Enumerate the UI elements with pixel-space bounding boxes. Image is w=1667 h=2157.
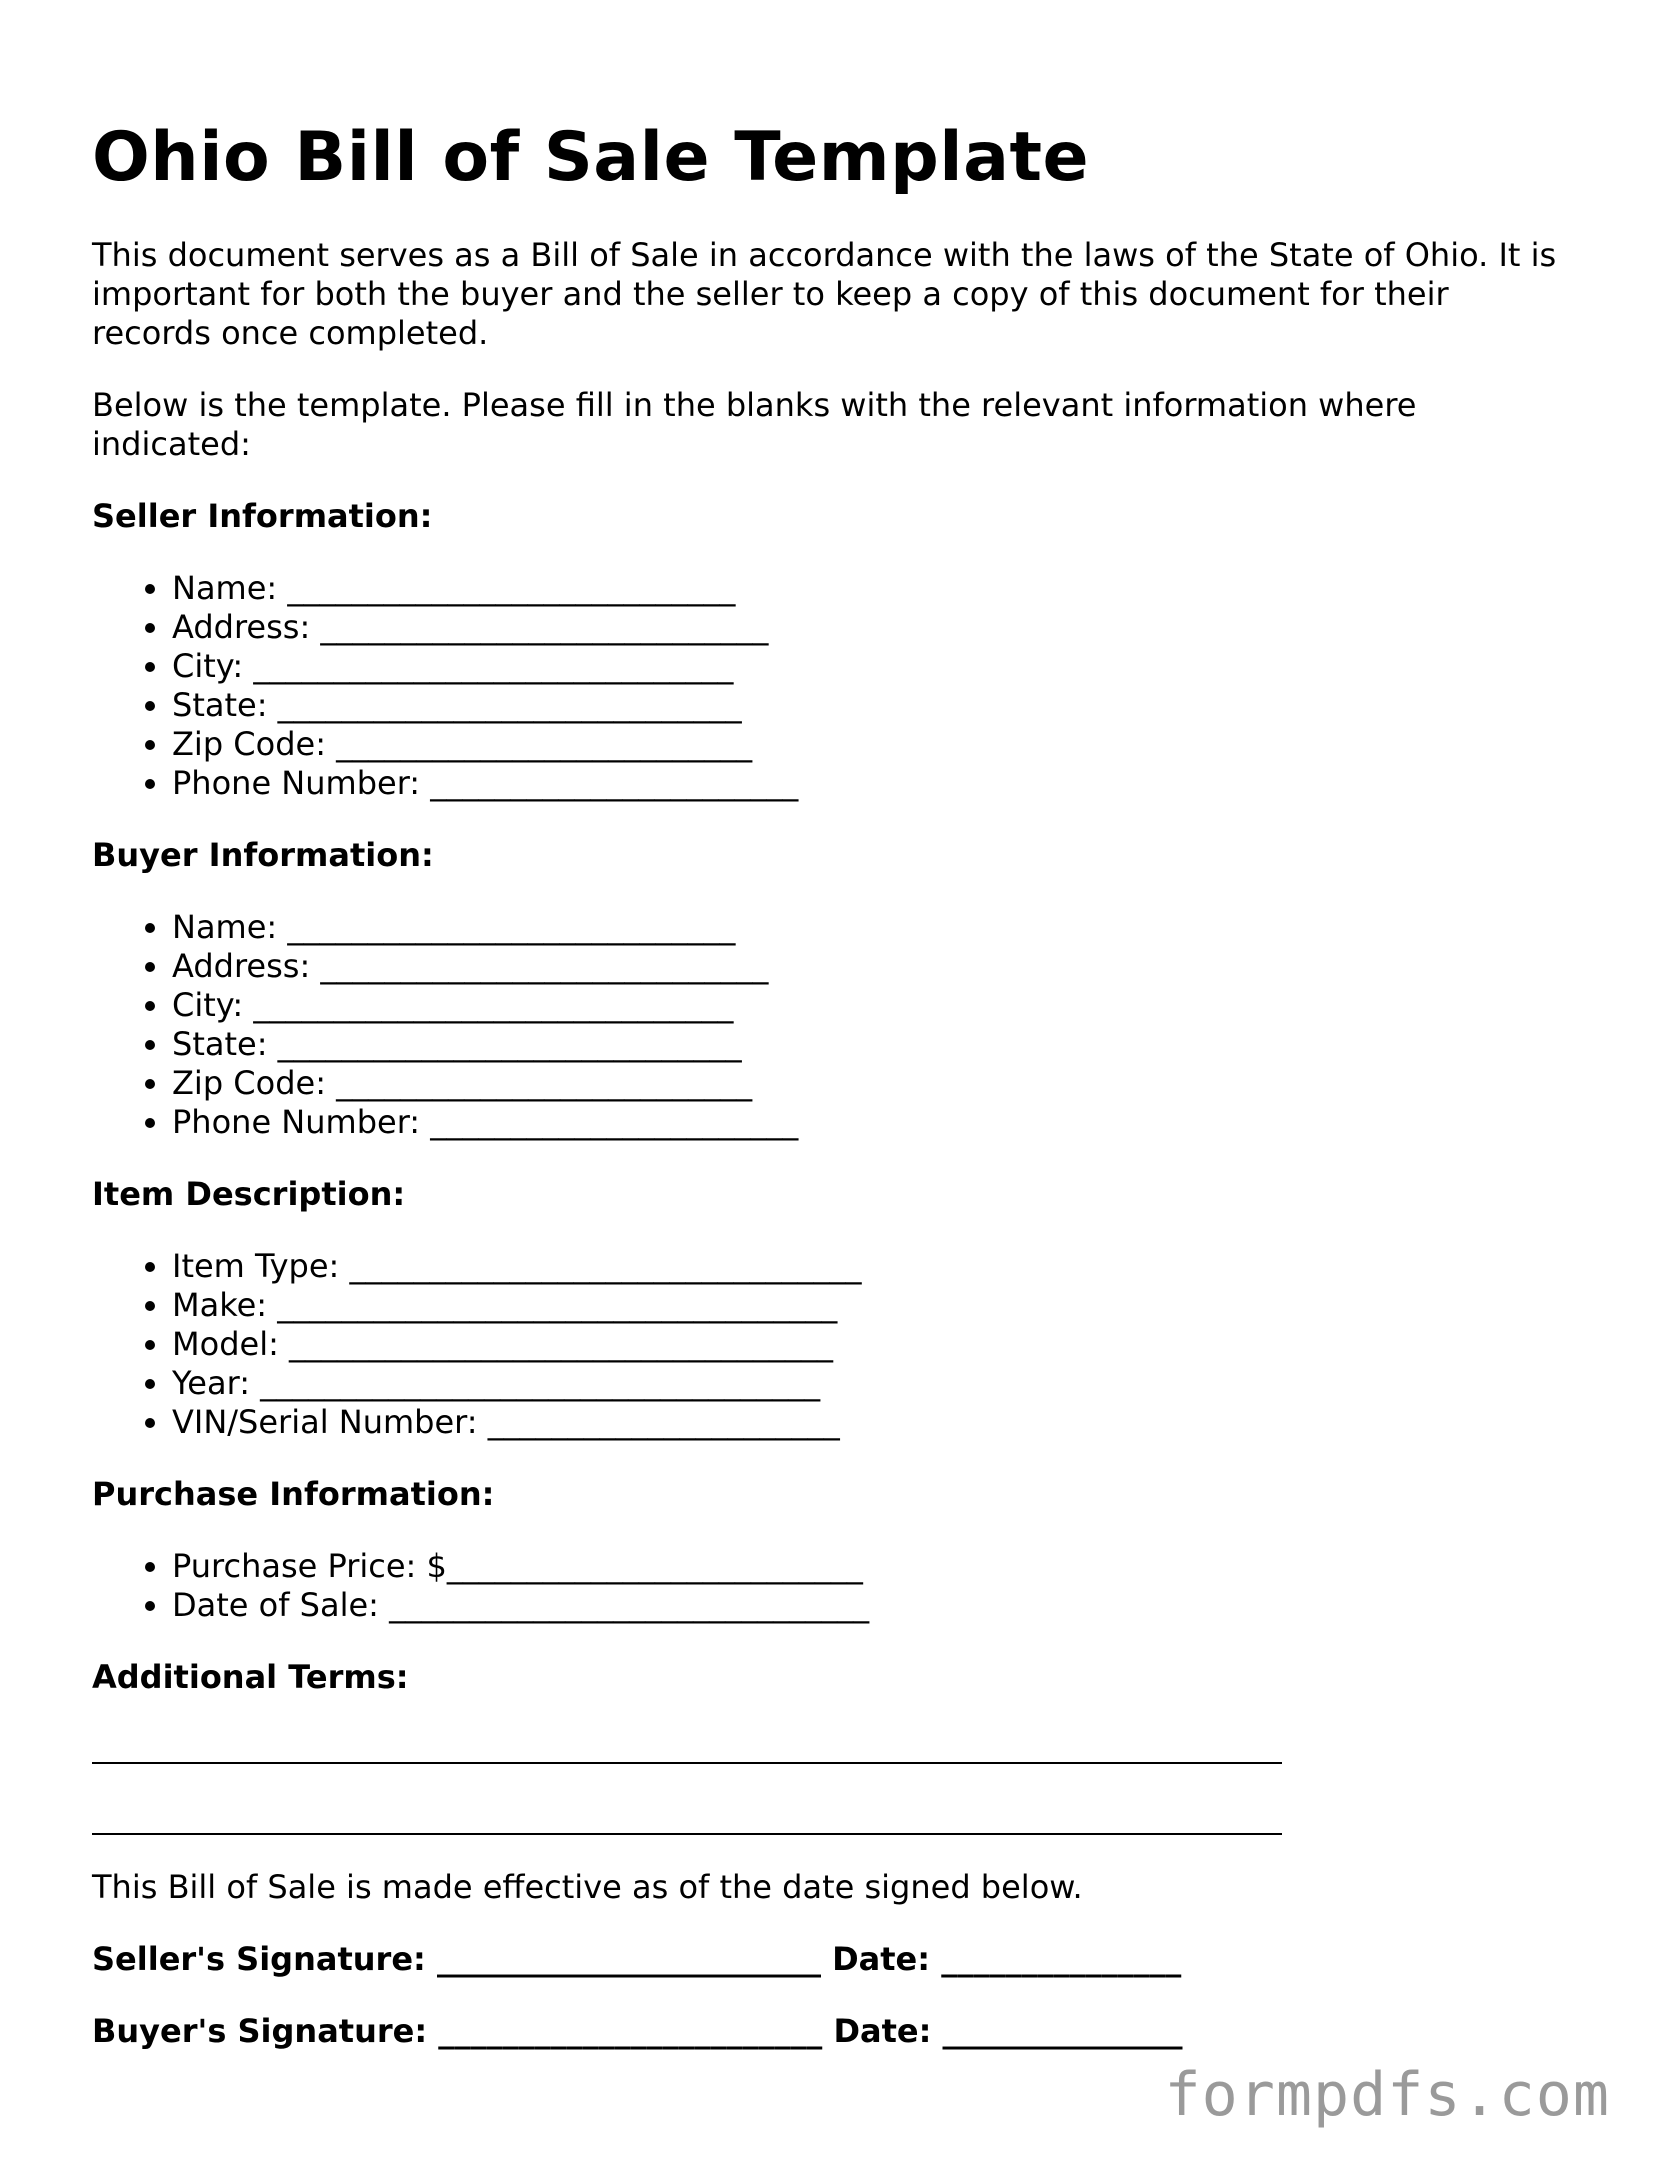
instructions-paragraph: Below is the template. Please fill in the blanks with the relevant information where indicated: [92,386,1417,463]
buyer-name-field[interactable]: • Name: ____________________________ [172,908,1592,947]
watermark: formpdfs.com [1164,2060,1610,2130]
item-heading: Item Description: [92,1175,406,1213]
buyer-heading: Buyer Information: [92,836,434,874]
terms-line-1[interactable] [92,1728,1282,1764]
terms-heading: Additional Terms: [92,1658,409,1696]
seller-signature-line[interactable]: Seller's Signature: ________________________ Date: _______________ [92,1940,1182,1978]
seller-name-field[interactable]: • Name: ____________________________ [172,569,1592,608]
buyer-phone-field[interactable]: • Phone Number: _______________________ [172,1103,1592,1142]
item-vin-field[interactable]: • VIN/Serial Number: ______________________ [172,1403,1592,1442]
seller-zip-field[interactable]: • Zip Code: __________________________ [172,725,1592,764]
seller-city-field[interactable]: • City: ______________________________ [172,647,1592,686]
page-title: Ohio Bill of Sale Template [92,118,1090,197]
buyer-zip-field[interactable]: • Zip Code: __________________________ [172,1064,1592,1103]
item-list [92,1247,1592,1442]
item-make-field[interactable]: • Make: ___________________________________ [172,1286,1592,1325]
seller-state-field[interactable]: • State: _____________________________ [172,686,1592,725]
effective-statement: This Bill of Sale is made effective as of the date signed below. [92,1868,1083,1906]
seller-phone-field[interactable]: • Phone Number: _______________________ [172,764,1592,803]
seller-heading: Seller Information: [92,497,433,535]
buyer-address-field[interactable]: • Address: ____________________________ [172,947,1592,986]
item-type-field[interactable]: • Item Type: ________________________________ [172,1247,1592,1286]
item-model-field[interactable]: • Model: __________________________________ [172,1325,1592,1364]
buyer-signature-line[interactable]: Buyer's Signature: ________________________ Date: _______________ [92,2012,1183,2050]
seller-address-field[interactable]: • Address: ____________________________ [172,608,1592,647]
intro-paragraph: This document serves as a Bill of Sale in accordance with the laws of the State of Ohio. It is important for both the buyer and the seller to keep a copy of this document for their records once completed. [92,236,1557,352]
purchase-price-field[interactable]: • Purchase Price: $__________________________ [172,1547,1592,1586]
purchase-heading: Purchase Information: [92,1475,495,1513]
terms-lines [92,1728,1592,1835]
seller-list [92,569,1592,803]
item-year-field[interactable]: • Year: ___________________________________ [172,1364,1592,1403]
document [92,118,1592,2051]
buyer-state-field[interactable]: • State: _____________________________ [172,1025,1592,1064]
buyer-city-field[interactable]: • City: ______________________________ [172,986,1592,1025]
purchase-list [92,1547,1592,1625]
buyer-list [92,908,1592,1142]
terms-line-2[interactable] [92,1799,1282,1835]
date-of-sale-field[interactable]: • Date of Sale: ______________________________ [172,1586,1592,1625]
